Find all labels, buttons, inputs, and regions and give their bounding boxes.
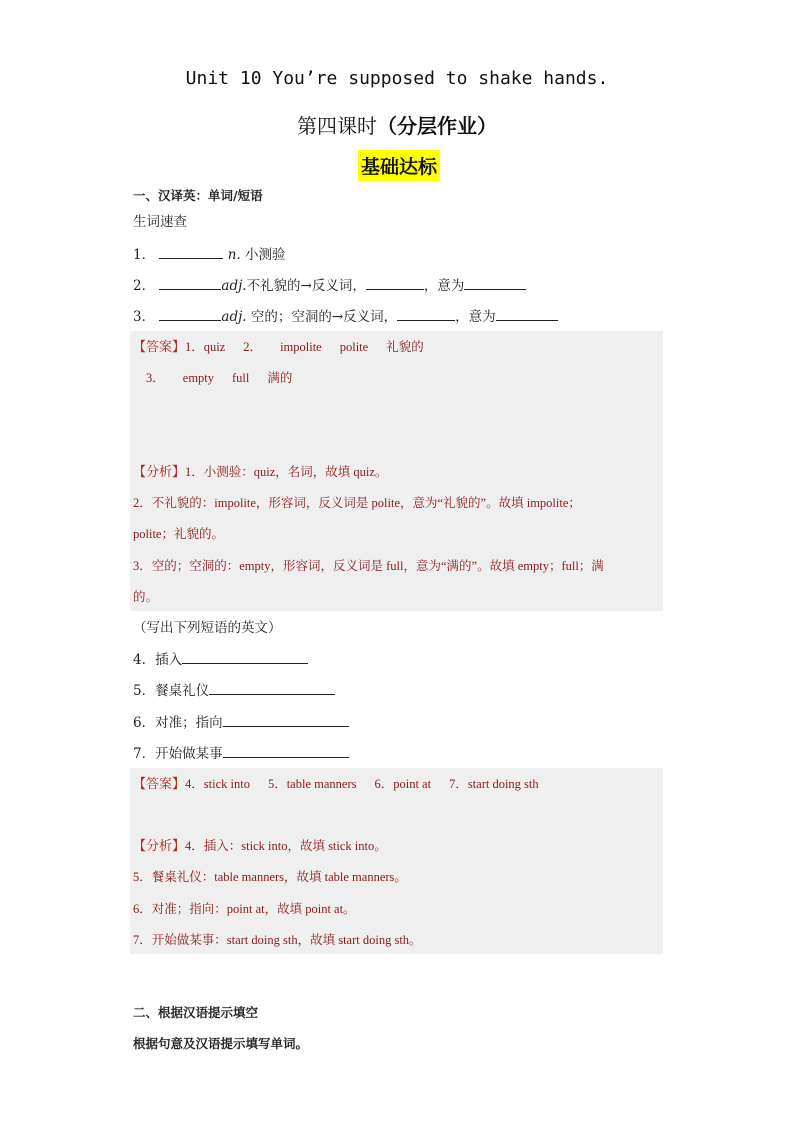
answer-5: 5．table manners [267,777,357,791]
q6-number: 6． [133,715,156,731]
question-5 [133,680,335,701]
q3-number: 3． [133,309,156,325]
answer-3b: full [232,371,250,385]
analysis-line-1 [133,462,387,483]
q3-mid: ，意为 [455,309,496,325]
analysis-line-8: 6．对准；指向：point at，故填 point at。 [133,902,356,916]
question-2 [133,275,526,296]
analysis-4: 4．插入：stick into，故填 stick into。 [185,839,387,853]
subtitle-plain: 第四课时 [297,114,377,138]
analysis-line-3: polite；礼貌的。 [133,527,224,541]
q3-blank-3[interactable] [496,306,558,321]
q7-text: 开始做某事 [155,746,223,762]
section2-instruction: 根据句意及汉语提示填写单词。 [133,1036,309,1051]
section1-heading: 一、汉译英：单词/短语 [133,188,263,203]
unit-title: Unit 10 You’re supposed to shake hands. [185,68,609,89]
answer-2-num: 2． [243,340,263,354]
lesson-subtitle [0,110,794,139]
q5-number: 5． [133,683,156,699]
question-6 [133,712,349,733]
analysis-line-4: 3．空的；空洞的：empty，形容词，反义词是 full，意为“满的”。故填 empty；full；满 [133,559,604,573]
answer-line-3 [133,774,539,795]
q3-text: 空的；空洞的→反义词， [250,309,398,325]
q6-text: 对准；指向 [155,715,223,731]
answer-3-num: 3． [146,371,165,385]
q2-blank-1[interactable] [159,275,221,290]
q4-text: 插入 [155,652,183,668]
analysis-line-2: 2．不礼貌的：impolite，形容词，反义词是 polite，意为“礼貌的”。故填 impolite； [133,496,581,510]
answer-4: 4．stick into [185,777,250,791]
section1b-instruction: （写出下列短语的英文） [133,620,282,636]
question-7 [133,743,349,764]
q2-pos: adj. [221,278,247,294]
q2-mid: ，意为 [423,278,465,294]
answer-2c: 礼貌的 [386,340,424,354]
q3-pos: adj. [221,309,247,325]
q3-blank-1[interactable] [159,306,221,321]
answer-3c: 满的 [267,371,293,385]
q2-blank-2[interactable] [366,275,424,290]
answer-line-1 [133,337,424,358]
q5-blank[interactable] [209,680,335,695]
q1-text: 小测验 [244,247,286,263]
section2-heading: 二、根据汉语提示填空 [133,1005,259,1020]
analysis-line-6 [133,836,387,857]
question-4 [133,649,308,670]
answer-2b: polite [339,340,369,354]
q1-number: 1． [133,247,156,263]
analysis-line-5: 的。 [133,590,159,604]
question-1 [133,244,285,265]
q2-text: 不礼貌的→反义词， [246,278,366,294]
answer-line-2 [146,368,292,388]
answer-7: 7．start doing sth [449,777,539,791]
subtitle-bold: （分层作业） [377,114,497,138]
q7-blank[interactable] [223,743,349,758]
answer-6: 6．point at [374,777,432,791]
answer-3a: empty [182,371,215,385]
analysis-tag-1: 【分析】 [133,465,186,480]
answer-tag-2: 【答案】 [133,777,186,792]
answer-1: 1．quiz [185,340,226,354]
answer-box-2 [130,768,663,954]
analysis-tag-2: 【分析】 [133,839,186,854]
q4-number: 4． [133,652,156,668]
q4-blank[interactable] [182,649,308,664]
analysis-1: 1．小测验：quiz，名词，故填 quiz。 [185,465,388,479]
analysis-line-9: 7．开始做某事：start doing sth，故填 start doing sth。 [133,933,422,947]
level-badge: 基础达标 [358,150,440,181]
q5-text: 餐桌礼仪 [155,683,210,699]
section1-subheading: 生词速查 [133,214,187,230]
answer-tag-1: 【答案】 [133,340,186,355]
answer-2a: impolite [280,340,322,354]
q7-number: 7． [133,746,156,762]
q1-pos: n. [227,247,241,263]
q1-blank[interactable] [159,244,223,259]
q3-blank-2[interactable] [397,306,455,321]
question-3 [133,306,558,327]
q2-blank-3[interactable] [464,275,526,290]
q6-blank[interactable] [223,712,349,727]
analysis-line-7: 5．餐桌礼仪：table manners，故填 table manners。 [133,870,407,884]
q2-number: 2． [133,278,156,294]
